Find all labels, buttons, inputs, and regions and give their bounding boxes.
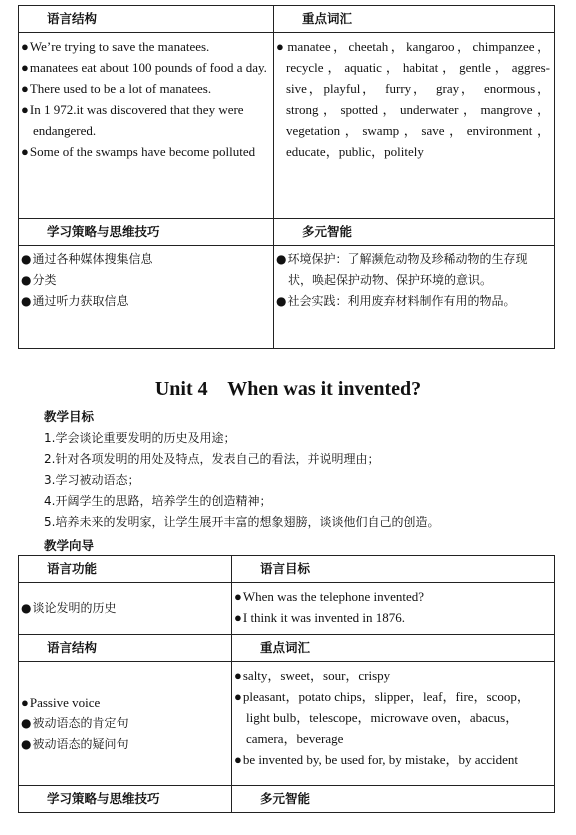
structure-item: ●We’re trying to save the manatees. (21, 39, 210, 54)
vocabulary-cell-2 (232, 662, 555, 786)
structure-item: ●In 1 972.it was discovered that they were endangered. (21, 102, 244, 138)
objective-item: 5.培养未来的发明家，让学生展开丰富的想象翅膀，谈谈他们自己的创造。 (44, 515, 440, 529)
objective-item: 4.开阔学生的思路，培养学生的创造精神； (44, 494, 272, 508)
targets-cell (232, 583, 555, 635)
structure-item: ●Some of the swamps have become polluted (21, 144, 256, 159)
structure-item: ●There used to be a lot of manatees. (21, 81, 212, 96)
structure-item: ●被动语态的疑问句 (21, 736, 129, 751)
intelligence-item: ●社会实践：利用废弃材料制作有用的物品。 (276, 294, 516, 308)
unit-title: Unit 4 When was it invented? (154, 378, 422, 400)
strategies-cell (19, 246, 274, 349)
unit3-overview-table (18, 5, 555, 349)
header-key-vocabulary-2: 重点词汇 (232, 635, 555, 662)
vocabulary-cell (274, 33, 555, 219)
header-multiple-intelligences: 多元智能 (274, 219, 555, 246)
vocabulary-item: ●pleasant，potato chips，slipper，leaf，fire，scoop，light bulb，telescope，microwave oven，abacus，camera，beverage (234, 689, 530, 746)
objective-item: 1.学会谈论重要发明的历史及用途； (44, 431, 236, 445)
guide-label: 教学向导 (44, 538, 95, 553)
unit4-guide-table (18, 555, 555, 813)
header-key-vocabulary: 重点词汇 (274, 6, 555, 33)
structure-item: ●Passive voice (21, 694, 101, 710)
target-item: ●I think it was invented in 1876. (234, 610, 405, 625)
function-item: ●谈论发明的历史 (21, 600, 117, 615)
strategy-item: ●通过各种媒体搜集信息 (21, 252, 153, 266)
intelligences-cell (274, 246, 555, 349)
header-language-structure-2: 语言结构 (19, 635, 232, 662)
objectives-list (44, 428, 564, 533)
structures-cell-2 (19, 662, 232, 786)
vocabulary-item: ●salty，sweet，sour，crispy (234, 668, 391, 683)
header-multiple-intelligences-2: 多元智能 (232, 786, 555, 813)
strategy-item: ●分类 (21, 273, 57, 287)
function-cell (19, 583, 232, 635)
vocabulary-list: ●manatee，cheetah，kangaroo，chimpanzee，recycle，aquatic，habitat，gentle，aggres-sive，playful， furry， gray， enormous，strong，spotted，underwater，mangrove，vegetation，swamp，save，environment，educate，public，politely (276, 39, 550, 159)
strategy-item: ●通过听力获取信息 (21, 294, 129, 308)
objective-item: 2.针对各项发明的用处及特点，发表自己的看法，并说明理由； (44, 452, 380, 466)
structure-item: ●被动语态的肯定句 (21, 715, 129, 730)
header-language-target: 语言目标 (232, 556, 555, 583)
target-item: ●When was the telephone invented? (234, 589, 425, 604)
structures-cell (19, 33, 274, 219)
header-learning-strategies-2: 学习策略与思维技巧 (19, 786, 232, 813)
intelligence-item: ●环境保护：了解濒危动物及珍稀动物的生存现状，唤起保护动物、保护环境的意识。 (276, 252, 528, 287)
objectives-label: 教学目标 (44, 409, 95, 424)
objective-item: 3.学习被动语态； (44, 473, 140, 487)
vocabulary-item: ●be invented by, be used for, by mistake，by accident (234, 752, 519, 767)
header-language-structure: 语言结构 (19, 6, 274, 33)
structure-item: ●manatees eat about 100 pounds of food a day. (21, 60, 267, 75)
header-learning-strategies: 学习策略与思维技巧 (19, 219, 274, 246)
header-language-function: 语言功能 (19, 556, 232, 583)
